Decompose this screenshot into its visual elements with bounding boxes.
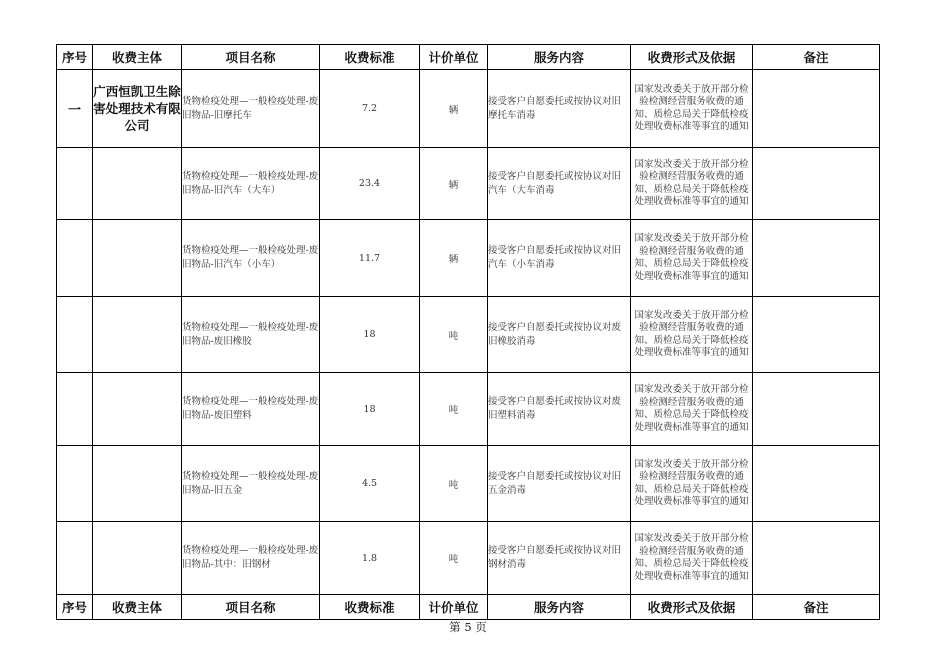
cell-entity	[93, 446, 182, 522]
cell-service: 接受客户自愿委托或按协议对旧摩托车消毒	[488, 70, 631, 148]
cell-remark	[753, 220, 880, 297]
cell-fee: 11.7	[320, 220, 420, 297]
table-row	[57, 70, 880, 148]
cell-remark	[753, 148, 880, 220]
cell-seq	[57, 446, 93, 522]
cell-fee: 18	[320, 373, 420, 446]
header-seq: 序号	[57, 45, 93, 70]
footer-header-remark: 备注	[753, 595, 880, 620]
header-fee: 收费标准	[320, 45, 420, 70]
cell-entity	[93, 220, 182, 297]
cell-item: 货物检疫处理—一般检疫处理-废旧物品-旧汽车（大车）	[182, 148, 320, 220]
cell-basis: 国家发改委关于放开部分检验检测经营服务收费的通知、质检总局关于降低检疫处理收费标准等事宜的通知	[631, 446, 753, 522]
footer-header-fee: 收费标准	[320, 595, 420, 620]
cell-unit: 吨	[420, 522, 488, 595]
cell-item: 货物检疫处理—一般检疫处理-废旧物品-其中：旧钢材	[182, 522, 320, 595]
cell-service: 接受客户自愿委托或按协议对废旧塑料消毒	[488, 373, 631, 446]
cell-unit: 辆	[420, 148, 488, 220]
fee-schedule-table	[56, 44, 880, 620]
header-unit: 计价单位	[420, 45, 488, 70]
table-row	[57, 522, 880, 595]
cell-seq	[57, 297, 93, 373]
cell-entity: 广西恒凯卫生除害处理技术有限公司	[93, 70, 182, 148]
cell-unit: 辆	[420, 70, 488, 148]
cell-seq	[57, 522, 93, 595]
cell-unit: 吨	[420, 446, 488, 522]
cell-unit: 辆	[420, 220, 488, 297]
cell-seq: 一	[57, 70, 93, 148]
table-row	[57, 373, 880, 446]
footer-header-basis: 收费形式及依据	[631, 595, 753, 620]
cell-fee: 18	[320, 297, 420, 373]
cell-remark	[753, 373, 880, 446]
cell-entity	[93, 373, 182, 446]
cell-service: 接受客户自愿委托或按协议对旧钢材消毒	[488, 522, 631, 595]
cell-remark	[753, 70, 880, 148]
header-basis: 收费形式及依据	[631, 45, 753, 70]
cell-fee: 7.2	[320, 70, 420, 148]
cell-basis: 国家发改委关于放开部分检验检测经营服务收费的通知、质检总局关于降低检疫处理收费标准等事宜的通知	[631, 522, 753, 595]
cell-basis: 国家发改委关于放开部分检验检测经营服务收费的通知、质检总局关于降低检疫处理收费标准等事宜的通知	[631, 70, 753, 148]
cell-basis: 国家发改委关于放开部分检验检测经营服务收费的通知、质检总局关于降低检疫处理收费标准等事宜的通知	[631, 297, 753, 373]
table-footer-header-row	[57, 595, 880, 620]
cell-seq	[57, 220, 93, 297]
cell-service: 接受客户自愿委托或按协议对旧汽车（小车消毒	[488, 220, 631, 297]
cell-remark	[753, 522, 880, 595]
header-item: 项目名称	[182, 45, 320, 70]
cell-remark	[753, 446, 880, 522]
cell-fee: 23.4	[320, 148, 420, 220]
cell-remark	[753, 297, 880, 373]
table-row	[57, 297, 880, 373]
footer-header-unit: 计价单位	[420, 595, 488, 620]
cell-item: 货物检疫处理—一般检疫处理-废旧物品-旧汽车（小车）	[182, 220, 320, 297]
cell-item: 货物检疫处理—一般检疫处理-废旧物品-旧五金	[182, 446, 320, 522]
header-service: 服务内容	[488, 45, 631, 70]
cell-basis: 国家发改委关于放开部分检验检测经营服务收费的通知、质检总局关于降低检疫处理收费标准等事宜的通知	[631, 373, 753, 446]
header-remark: 备注	[753, 45, 880, 70]
cell-basis: 国家发改委关于放开部分检验检测经营服务收费的通知、质检总局关于降低检疫处理收费标准等事宜的通知	[631, 220, 753, 297]
cell-seq	[57, 373, 93, 446]
cell-seq	[57, 148, 93, 220]
cell-service: 接受客户自愿委托或按协议对旧五金消毒	[488, 446, 631, 522]
page-number: 第 5 页	[449, 620, 487, 634]
cell-unit: 吨	[420, 297, 488, 373]
cell-item: 货物检疫处理—一般检疫处理-废旧物品-旧摩托车	[182, 70, 320, 148]
header-entity: 收费主体	[93, 45, 182, 70]
cell-fee: 1.8	[320, 522, 420, 595]
cell-unit: 吨	[420, 373, 488, 446]
cell-fee: 4.5	[320, 446, 420, 522]
table-row	[57, 220, 880, 297]
cell-entity	[93, 522, 182, 595]
footer-header-item: 项目名称	[182, 595, 320, 620]
cell-entity	[93, 297, 182, 373]
cell-service: 接受客户自愿委托或按协议对废旧橡胶消毒	[488, 297, 631, 373]
cell-entity	[93, 148, 182, 220]
footer-header-seq: 序号	[57, 595, 93, 620]
table-row	[57, 148, 880, 220]
cell-basis: 国家发改委关于放开部分检验检测经营服务收费的通知、质检总局关于降低检疫处理收费标准等事宜的通知	[631, 148, 753, 220]
table-row	[57, 446, 880, 522]
cell-service: 接受客户自愿委托或按协议对旧汽车（大车消毒	[488, 148, 631, 220]
table-header-row	[57, 45, 880, 70]
footer-header-service: 服务内容	[488, 595, 631, 620]
cell-item: 货物检疫处理—一般检疫处理-废旧物品-废旧橡胶	[182, 297, 320, 373]
footer-header-entity: 收费主体	[93, 595, 182, 620]
cell-item: 货物检疫处理—一般检疫处理-废旧物品-废旧塑料	[182, 373, 320, 446]
